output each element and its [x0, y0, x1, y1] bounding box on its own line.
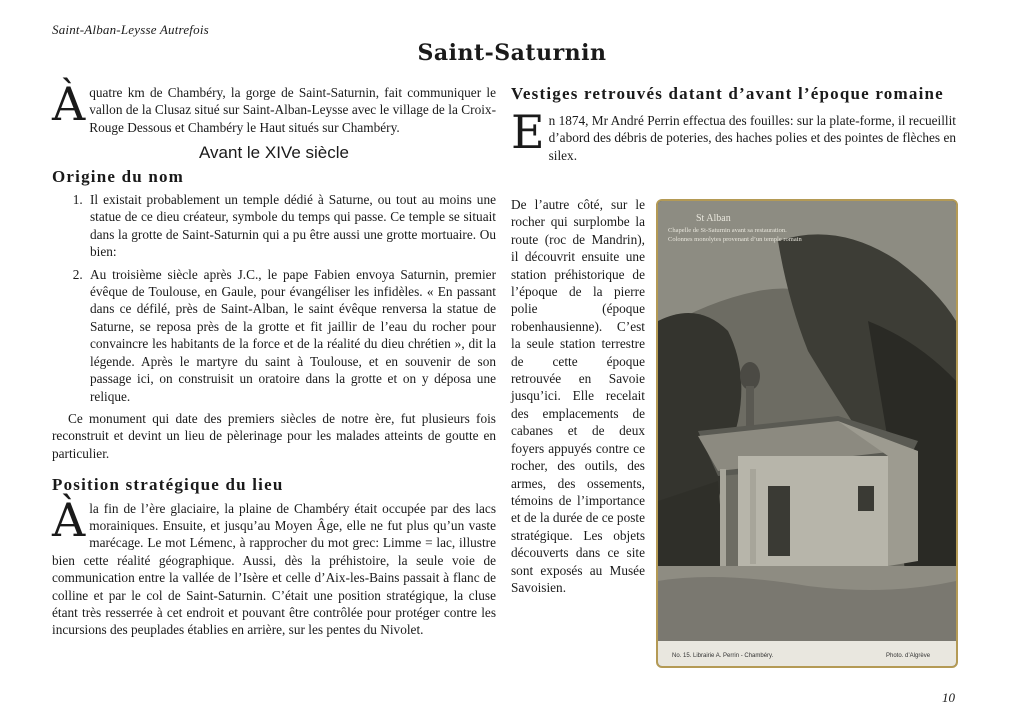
page-title: Saint-Saturnin — [417, 40, 607, 66]
photo-caption-line2: Colonnes monolytes provenant d’un temple romain — [668, 236, 802, 243]
chapel-illustration — [658, 201, 956, 666]
position-text: la fin de l’ère glaciaire, la plaine de Chambéry était occupée par des lacs morainiques. Ensuite, et jusqu’au Moyen Âge, elle ne fut plus qu’un vaste marécage. Le mot Lémenc, à rapprocher du mot grec: Limme = lac, illustre bien cette réalité géographique. Aussi, dès la préhistoire, la seule voie de communication entre la vallée de l’Isère et celle d’Aix-les-Bains passait à flanc de colline et par le col de Saint-Saturnin. C’était une position stratégique, la cluse étant très resserrée à cet endroit et pouvant être contrôlée pour protéger contre les incursions des peuplades établies en arrière, sur les pentes du Nivolet. — [52, 500, 496, 638]
origine-heading: Origine du nom — [52, 166, 185, 186]
intro-text: quatre km de Chambéry, la gorge de Saint-Saturnin, fait communiquer le vallon de la Clusaz situé sur Saint-Alban-Leysse avec le village de la Croix-Rouge Dessous et Chambéry le Haut situés sur Chambéry. — [89, 85, 496, 135]
vestiges-paragraph — [511, 105, 956, 164]
section-heading: Avant le XIVe siècle — [199, 143, 349, 163]
origine-list — [52, 191, 496, 405]
vestiges-narrow-text: De l’autre côté, sur le rocher qui surplombe la route (roc de Mandrin), il découvrit ensuite une station préhistorique de l’époque de la pierre polie (époque robenhausienne). C’est la seule station terrestre de cette époque retrouvée en Savoie jusqu’ici. Elle recelait des emplacements de cabanes et de deux foyers appuyés contre ce rocher, des outils, des armes, des ossements, témoins de l’importance et de la durée de ce poste stratégique. Les objets découverts dans ce site sont exposés au Musée Savoisien. — [511, 197, 645, 595]
position-paragraph — [52, 492, 496, 639]
left-column — [52, 77, 496, 639]
list-item: 2. Au troisième siècle après J.C., le pape Fabien envoya Saturnin, premier évêque de Toulouse, en Gaule, pour évangéliser les infidèles. « En passant dans ce défilé, près de Saint-Alban, le saint évêque renversa la statue de Saturne, se reposa près de la grotte et fit jaillir de l’eau du rocher pour convaincre les habitants de la force et de la réalité du dieu chrétien », dit la légende. Après le martyre du saint à Toulouse, et en souvenir de son passage ici, on construisit un oratoire dans la grotte et on y déposa une relique. — [86, 266, 496, 405]
right-column — [511, 84, 956, 164]
postcard-photo — [656, 199, 958, 668]
photo-footer-right: Photo. d’Algrève — [886, 653, 931, 659]
vestiges-dropcap: E — [511, 105, 545, 159]
intro-dropcap: À — [52, 77, 86, 131]
photo-footer-left: No. 15. Librairie A. Perrin - Chambéry. — [672, 653, 774, 659]
intro-paragraph — [52, 77, 496, 136]
list-item: 1. Il existait probablement un temple dédié à Saturne, ou tout au moins une statue de ce dieu créateur, symbole du temps qui passe. Ce temple se situait dans la grotte de Saint-Saturnin qui a pu être aussi une grotte mortuaire. Ou bien: — [86, 191, 496, 261]
origine-closing: Ce monument qui date des premiers siècles de notre ère, fut plusieurs fois reconstruit et devint un lieu de pèlerinage pour les malades atteints de goutte en particulier. — [52, 410, 496, 461]
vestiges-heading: Vestiges retrouvés datant d’avant l’époque romaine — [511, 84, 944, 103]
page-number: 10 — [942, 690, 955, 705]
running-header: Saint-Alban-Leysse Autrefois — [52, 22, 209, 37]
vestiges-text: n 1874, Mr André Perrin effectua des fouilles: sur la plate-forme, il recueillit d’abord des débris de poteries, des haches polies et des pointes de flèches en silex. — [548, 113, 956, 163]
position-dropcap: À — [52, 492, 86, 547]
position-heading: Position stratégique du lieu — [52, 475, 284, 495]
photo-caption-line1: Chapelle de St-Saturnin avant sa restauration. — [668, 227, 787, 234]
photo-caption-place: St Alban — [696, 213, 731, 224]
